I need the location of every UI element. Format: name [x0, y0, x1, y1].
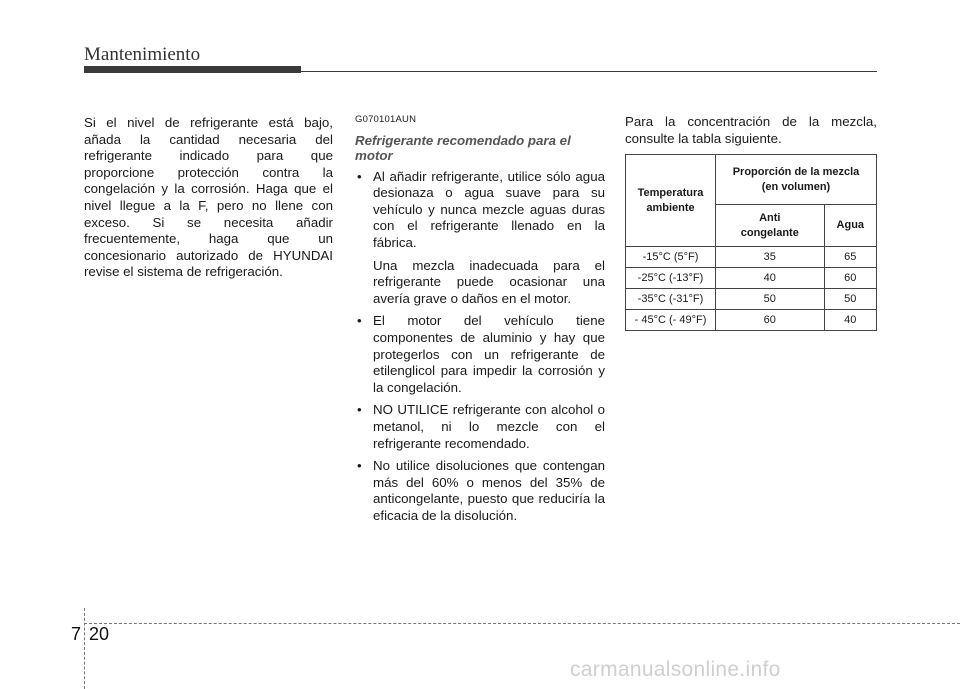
header-temperature: Temperatura ambiente: [626, 155, 716, 247]
cell-temperature: -35°C (-31°F): [626, 289, 716, 310]
header-antifreeze: Anti congelante: [716, 205, 825, 247]
list-item: [355, 402, 605, 452]
cell-temperature: -25°C (-13°F): [626, 268, 716, 289]
header-rule: [301, 71, 877, 72]
list-item: [355, 458, 605, 524]
table-row: [626, 268, 877, 289]
footer-divider-horizontal: [84, 623, 960, 624]
recommendation-list: [355, 169, 605, 525]
cell-antifreeze: 35: [716, 247, 825, 268]
mixture-table: [625, 154, 877, 331]
cell-antifreeze: 60: [716, 310, 825, 331]
cell-water: 40: [824, 310, 876, 331]
footer-divider-vertical: [84, 608, 86, 689]
list-item-text: • El motor del vehículo tiene componentes de aluminio y hay que protegerlos con un refrigerante de etilenglicol para impedir la corrosión y la congelación.: [373, 313, 605, 395]
cell-water: 60: [824, 268, 876, 289]
list-item-text: • NO UTILICE refrigerante con alcohol o metanol, ni lo mezcle con el refrigerante recomendado.: [373, 402, 605, 451]
table-row: [626, 247, 877, 268]
cell-temperature: - 45°C (- 49°F): [626, 310, 716, 331]
header-proportion: Proporción de la mezcla (en volumen): [716, 155, 877, 205]
column-middle: [355, 112, 605, 530]
list-item-extra: Una mezcla inadecuada para el refrigerante puede ocasionar una avería grave o daños en el motor.: [373, 257, 605, 306]
table-intro: Para la concentración de la mezcla, consulte la tabla siguiente.: [625, 114, 877, 146]
cell-temperature: -15°C (5°F): [626, 247, 716, 268]
watermark: carmanualsonline.info: [570, 658, 781, 681]
cell-water: 65: [824, 247, 876, 268]
table-row: [626, 310, 877, 331]
column-right: [625, 114, 877, 147]
list-item: [355, 313, 605, 396]
coolant-level-paragraph: Si el nivel de refrigerante está bajo, añada la cantidad necesaria del refrigerante indicado para que proporcione protección contra la congelación y la corrosión. Haga que el nivel llegue a la F, pero no llene con exceso. Si se necesita añadir frecuentemente, haga que un concesionario autorizado de HYUNDAI revise el sistema de refrigeración.: [84, 115, 333, 280]
cell-water: 50: [824, 289, 876, 310]
list-item: [355, 169, 605, 308]
column-left: [84, 115, 333, 281]
section-code: G070101AUN: [355, 114, 417, 125]
list-item-text: • No utilice disoluciones que contengan más del 60% o menos del 35% de anticongelante, puesto que reduciría la eficacia de la disolución.: [373, 458, 605, 523]
cell-antifreeze: 40: [716, 268, 825, 289]
cell-antifreeze: 50: [716, 289, 825, 310]
header-water: Agua: [824, 205, 876, 247]
section-subheading: Refrigerante recomendado para el motor: [355, 132, 571, 163]
list-item-text: • Al añadir refrigerante, utilice sólo agua desionaza o agua suave para su vehículo y nunca mezcle aguas duras con el refrigerante llenado en la fábrica.: [373, 168, 605, 250]
section-number: 7: [71, 624, 82, 644]
page-header-title: Mantenimiento: [84, 44, 201, 65]
page-number: 20: [89, 624, 110, 644]
table-row: [626, 289, 877, 310]
header-bar: [84, 66, 301, 73]
